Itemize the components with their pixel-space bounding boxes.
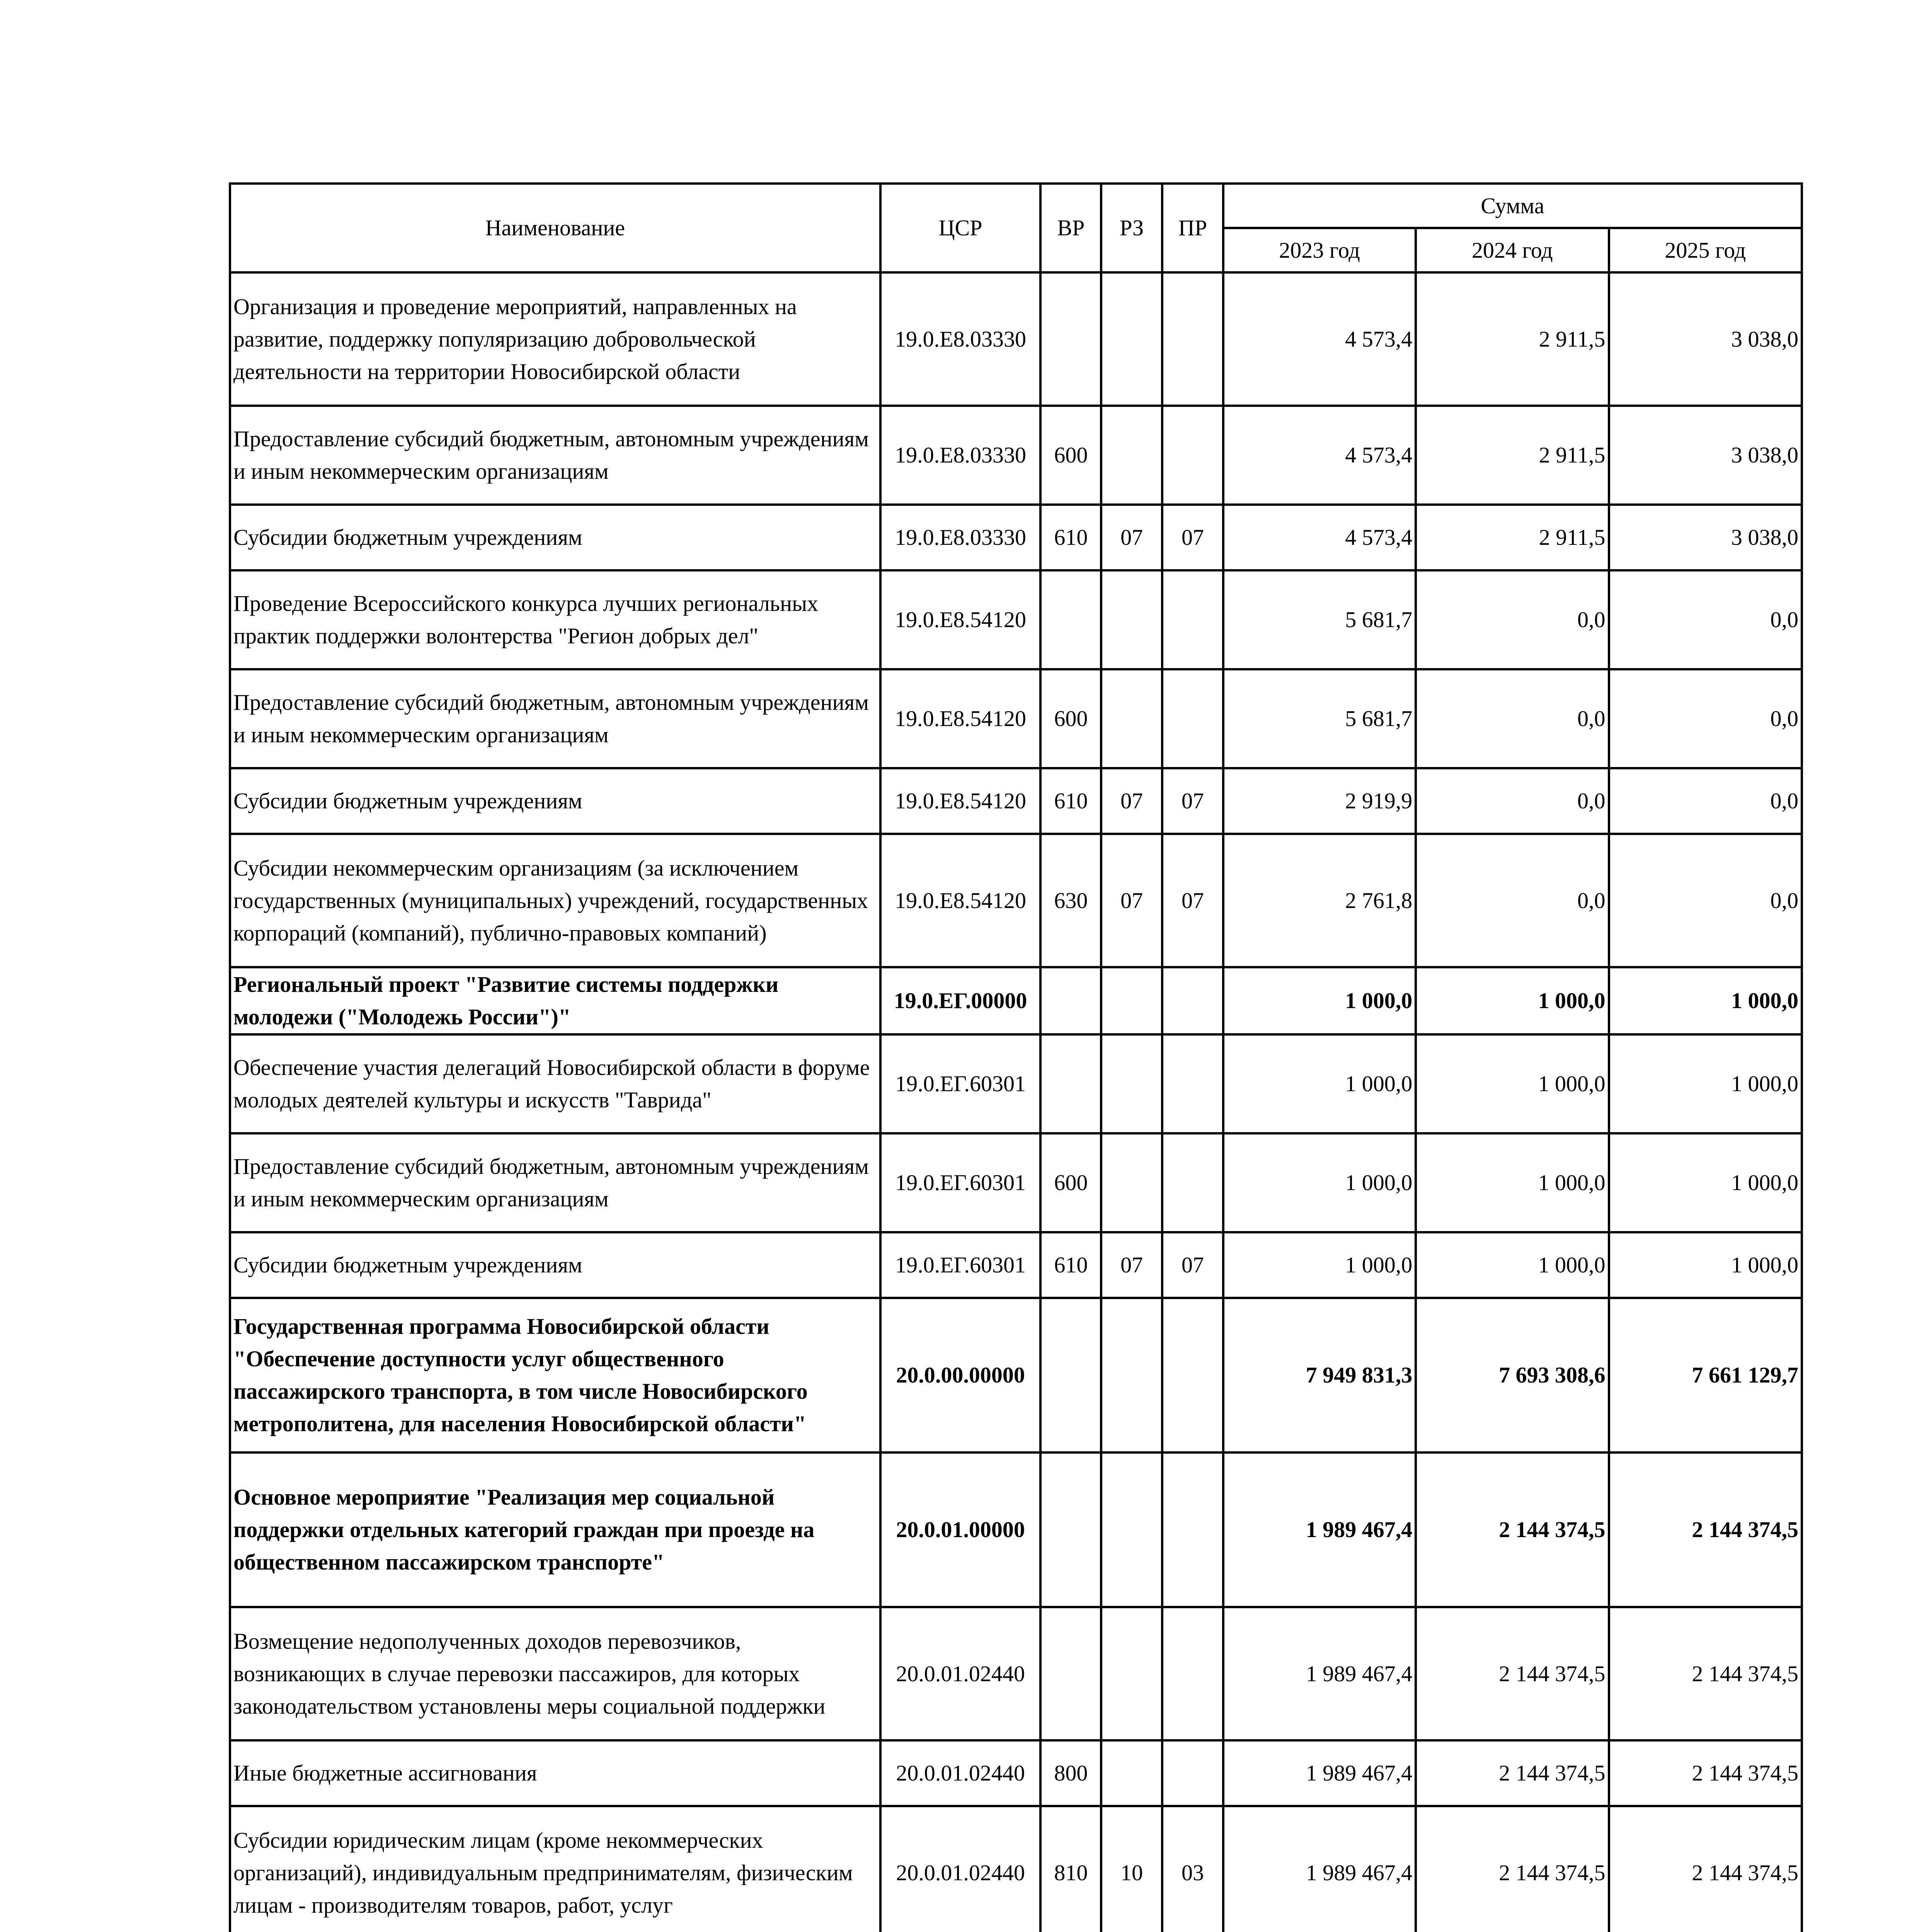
table-row xyxy=(230,967,1802,1034)
row-amount-2024: 1 000,0 xyxy=(1416,1034,1609,1133)
table-row xyxy=(230,669,1802,768)
table-row xyxy=(230,1133,1802,1232)
header-rz: РЗ xyxy=(1101,184,1162,272)
row-amount-2025: 7 661 129,7 xyxy=(1609,1298,1802,1452)
table-row xyxy=(230,1607,1802,1740)
row-amount-2023: 2 919,9 xyxy=(1223,768,1416,834)
row-rz xyxy=(1101,1034,1162,1133)
row-pr xyxy=(1162,1133,1223,1232)
row-amount-2023: 1 000,0 xyxy=(1223,1133,1416,1232)
row-amount-2025: 2 144 374,5 xyxy=(1609,1806,1802,1932)
table-row xyxy=(230,1806,1802,1932)
row-csr: 19.0.Е8.03330 xyxy=(880,505,1041,570)
row-amount-2025: 0,0 xyxy=(1609,768,1802,834)
row-amount-2024: 1 000,0 xyxy=(1416,1232,1609,1298)
row-pr: 07 xyxy=(1162,1232,1223,1298)
row-pr xyxy=(1162,570,1223,669)
row-name: Субсидии бюджетным учреждениям xyxy=(230,505,880,570)
row-amount-2023: 4 573,4 xyxy=(1223,406,1416,505)
row-csr: 19.0.Е8.54120 xyxy=(880,669,1041,768)
row-amount-2024: 2 911,5 xyxy=(1416,406,1609,505)
row-pr: 07 xyxy=(1162,505,1223,570)
row-name: Предоставление субсидий бюджетным, автономным учреждениям и иным некоммерческим организациям xyxy=(230,1133,880,1232)
row-amount-2024: 0,0 xyxy=(1416,570,1609,669)
table-row xyxy=(230,505,1802,570)
row-name: Обеспечение участия делегаций Новосибирской области в форуме молодых деятелей культуры и искусств "Таврида" xyxy=(230,1034,880,1133)
row-amount-2024: 2 144 374,5 xyxy=(1416,1740,1609,1806)
row-csr: 19.0.Е8.54120 xyxy=(880,768,1041,834)
row-amount-2023: 5 681,7 xyxy=(1223,570,1416,669)
row-csr: 19.0.Е8.54120 xyxy=(880,834,1041,967)
row-vr: 600 xyxy=(1040,669,1101,768)
header-year-2025: 2025 год xyxy=(1609,228,1802,272)
row-csr: 20.0.01.02440 xyxy=(880,1740,1041,1806)
row-csr: 20.0.01.02440 xyxy=(880,1806,1041,1932)
row-vr xyxy=(1040,1298,1101,1452)
row-vr xyxy=(1040,570,1101,669)
row-csr: 19.0.Е8.54120 xyxy=(880,570,1041,669)
row-csr: 20.0.01.02440 xyxy=(880,1607,1041,1740)
row-csr: 20.0.00.00000 xyxy=(880,1298,1041,1452)
header-pr: ПР xyxy=(1162,184,1223,272)
row-rz xyxy=(1101,272,1162,406)
header-year-2024: 2024 год xyxy=(1416,228,1609,272)
row-amount-2025: 1 000,0 xyxy=(1609,967,1802,1034)
row-rz: 10 xyxy=(1101,1806,1162,1932)
row-name: Субсидии бюджетным учреждениям xyxy=(230,768,880,834)
table-row xyxy=(230,272,1802,406)
row-pr xyxy=(1162,406,1223,505)
row-amount-2023: 1 000,0 xyxy=(1223,1034,1416,1133)
row-pr xyxy=(1162,1740,1223,1806)
budget-table xyxy=(229,182,1803,1932)
row-vr: 610 xyxy=(1040,505,1101,570)
row-amount-2025: 2 144 374,5 xyxy=(1609,1452,1802,1607)
row-name: Субсидии бюджетным учреждениям xyxy=(230,1232,880,1298)
row-amount-2024: 0,0 xyxy=(1416,834,1609,967)
row-amount-2023: 1 000,0 xyxy=(1223,1232,1416,1298)
row-name: Региональный проект "Развитие системы поддержки молодежи ("Молодежь России")" xyxy=(230,967,880,1034)
row-name: Возмещение недополученных доходов перевозчиков, возникающих в случае перевозки пассажиров, для которых законодательством установлены меры социальной поддержки xyxy=(230,1607,880,1740)
row-csr: 19.0.Е8.03330 xyxy=(880,272,1041,406)
row-vr xyxy=(1040,1034,1101,1133)
row-pr xyxy=(1162,272,1223,406)
row-vr: 800 xyxy=(1040,1740,1101,1806)
row-name: Предоставление субсидий бюджетным, автономным учреждениям и иным некоммерческим организациям xyxy=(230,669,880,768)
row-amount-2025: 1 000,0 xyxy=(1609,1133,1802,1232)
row-name: Проведение Всероссийского конкурса лучших региональных практик поддержки волонтерства "Регион добрых дел" xyxy=(230,570,880,669)
row-vr: 600 xyxy=(1040,1133,1101,1232)
row-name: Основное мероприятие "Реализация мер социальной поддержки отдельных категорий граждан при проезде на общественном пассажирском транспорте" xyxy=(230,1452,880,1607)
table-body xyxy=(230,272,1802,1932)
row-name: Организация и проведение мероприятий, направленных на развитие, поддержку популяризацию добровольческой деятельности на территории Новосибирской области xyxy=(230,272,880,406)
row-csr: 19.0.Е8.03330 xyxy=(880,406,1041,505)
row-amount-2024: 2 144 374,5 xyxy=(1416,1607,1609,1740)
row-pr xyxy=(1162,1034,1223,1133)
row-amount-2024: 2 144 374,5 xyxy=(1416,1806,1609,1932)
row-amount-2024: 0,0 xyxy=(1416,768,1609,834)
row-name: Государственная программа Новосибирской области "Обеспечение доступности услуг общественного пассажирского транспорта, в том числе Новосибирского метрополитена, для населения Новосибирской области" xyxy=(230,1298,880,1452)
row-vr xyxy=(1040,967,1101,1034)
table-row xyxy=(230,406,1802,505)
table-row xyxy=(230,1740,1802,1806)
row-rz xyxy=(1101,967,1162,1034)
row-csr: 19.0.ЕГ.60301 xyxy=(880,1232,1041,1298)
row-vr: 810 xyxy=(1040,1806,1101,1932)
row-rz xyxy=(1101,669,1162,768)
row-name: Предоставление субсидий бюджетным, автономным учреждениям и иным некоммерческим организациям xyxy=(230,406,880,505)
row-amount-2024: 2 911,5 xyxy=(1416,272,1609,406)
row-rz xyxy=(1101,406,1162,505)
row-pr xyxy=(1162,1452,1223,1607)
row-rz xyxy=(1101,570,1162,669)
row-amount-2023: 1 989 467,4 xyxy=(1223,1607,1416,1740)
row-amount-2025: 3 038,0 xyxy=(1609,272,1802,406)
row-amount-2025: 0,0 xyxy=(1609,669,1802,768)
row-rz xyxy=(1101,1452,1162,1607)
row-csr: 19.0.ЕГ.00000 xyxy=(880,967,1041,1034)
row-amount-2024: 2 911,5 xyxy=(1416,505,1609,570)
row-amount-2025: 0,0 xyxy=(1609,570,1802,669)
header-name: Наименование xyxy=(230,184,880,272)
table-row xyxy=(230,1298,1802,1452)
row-pr xyxy=(1162,967,1223,1034)
header-csr: ЦСР xyxy=(880,184,1041,272)
row-amount-2024: 0,0 xyxy=(1416,669,1609,768)
row-vr: 610 xyxy=(1040,1232,1101,1298)
row-pr xyxy=(1162,669,1223,768)
row-vr xyxy=(1040,1607,1101,1740)
row-rz xyxy=(1101,1607,1162,1740)
row-amount-2025: 0,0 xyxy=(1609,834,1802,967)
row-amount-2024: 7 693 308,6 xyxy=(1416,1298,1609,1452)
row-pr: 07 xyxy=(1162,834,1223,967)
row-amount-2025: 2 144 374,5 xyxy=(1609,1740,1802,1806)
row-amount-2025: 3 038,0 xyxy=(1609,505,1802,570)
row-rz: 07 xyxy=(1101,834,1162,967)
row-amount-2023: 1 989 467,4 xyxy=(1223,1806,1416,1932)
table-row xyxy=(230,1232,1802,1298)
row-vr xyxy=(1040,1452,1101,1607)
row-name: Субсидии некоммерческим организациям (за исключением государственных (муниципальных) учреждений, государственных корпораций (компаний), публично-правовых компаний) xyxy=(230,834,880,967)
row-rz xyxy=(1101,1740,1162,1806)
row-amount-2023: 7 949 831,3 xyxy=(1223,1298,1416,1452)
header-sum: Сумма xyxy=(1223,184,1802,228)
row-pr: 07 xyxy=(1162,768,1223,834)
row-vr: 630 xyxy=(1040,834,1101,967)
row-amount-2023: 5 681,7 xyxy=(1223,669,1416,768)
row-amount-2025: 2 144 374,5 xyxy=(1609,1607,1802,1740)
row-amount-2023: 2 761,8 xyxy=(1223,834,1416,967)
row-pr: 03 xyxy=(1162,1806,1223,1932)
row-amount-2024: 1 000,0 xyxy=(1416,1133,1609,1232)
row-amount-2025: 3 038,0 xyxy=(1609,406,1802,505)
row-csr: 19.0.ЕГ.60301 xyxy=(880,1133,1041,1232)
row-rz xyxy=(1101,1298,1162,1452)
row-rz: 07 xyxy=(1101,1232,1162,1298)
row-amount-2023: 1 000,0 xyxy=(1223,967,1416,1034)
row-amount-2023: 1 989 467,4 xyxy=(1223,1452,1416,1607)
row-rz xyxy=(1101,1133,1162,1232)
row-amount-2023: 4 573,4 xyxy=(1223,505,1416,570)
row-vr xyxy=(1040,272,1101,406)
row-pr xyxy=(1162,1607,1223,1740)
table-row xyxy=(230,834,1802,967)
table-row xyxy=(230,1452,1802,1607)
row-amount-2024: 2 144 374,5 xyxy=(1416,1452,1609,1607)
row-amount-2023: 1 989 467,4 xyxy=(1223,1740,1416,1806)
table-row xyxy=(230,570,1802,669)
table-row xyxy=(230,1034,1802,1133)
row-csr: 20.0.01.00000 xyxy=(880,1452,1041,1607)
row-rz: 07 xyxy=(1101,768,1162,834)
row-csr: 19.0.ЕГ.60301 xyxy=(880,1034,1041,1133)
row-rz: 07 xyxy=(1101,505,1162,570)
row-vr: 610 xyxy=(1040,768,1101,834)
row-amount-2023: 4 573,4 xyxy=(1223,272,1416,406)
row-amount-2025: 1 000,0 xyxy=(1609,1034,1802,1133)
row-name: Иные бюджетные ассигнования xyxy=(230,1740,880,1806)
header-vr: ВР xyxy=(1040,184,1101,272)
header-year-2023: 2023 год xyxy=(1223,228,1416,272)
row-pr xyxy=(1162,1298,1223,1452)
row-name: Субсидии юридическим лицам (кроме некоммерческих организаций), индивидуальным предпринимателям, физическим лицам - производителям товаров, работ, услуг xyxy=(230,1806,880,1932)
table-row xyxy=(230,768,1802,834)
row-amount-2025: 1 000,0 xyxy=(1609,1232,1802,1298)
row-amount-2024: 1 000,0 xyxy=(1416,967,1609,1034)
row-vr: 600 xyxy=(1040,406,1101,505)
